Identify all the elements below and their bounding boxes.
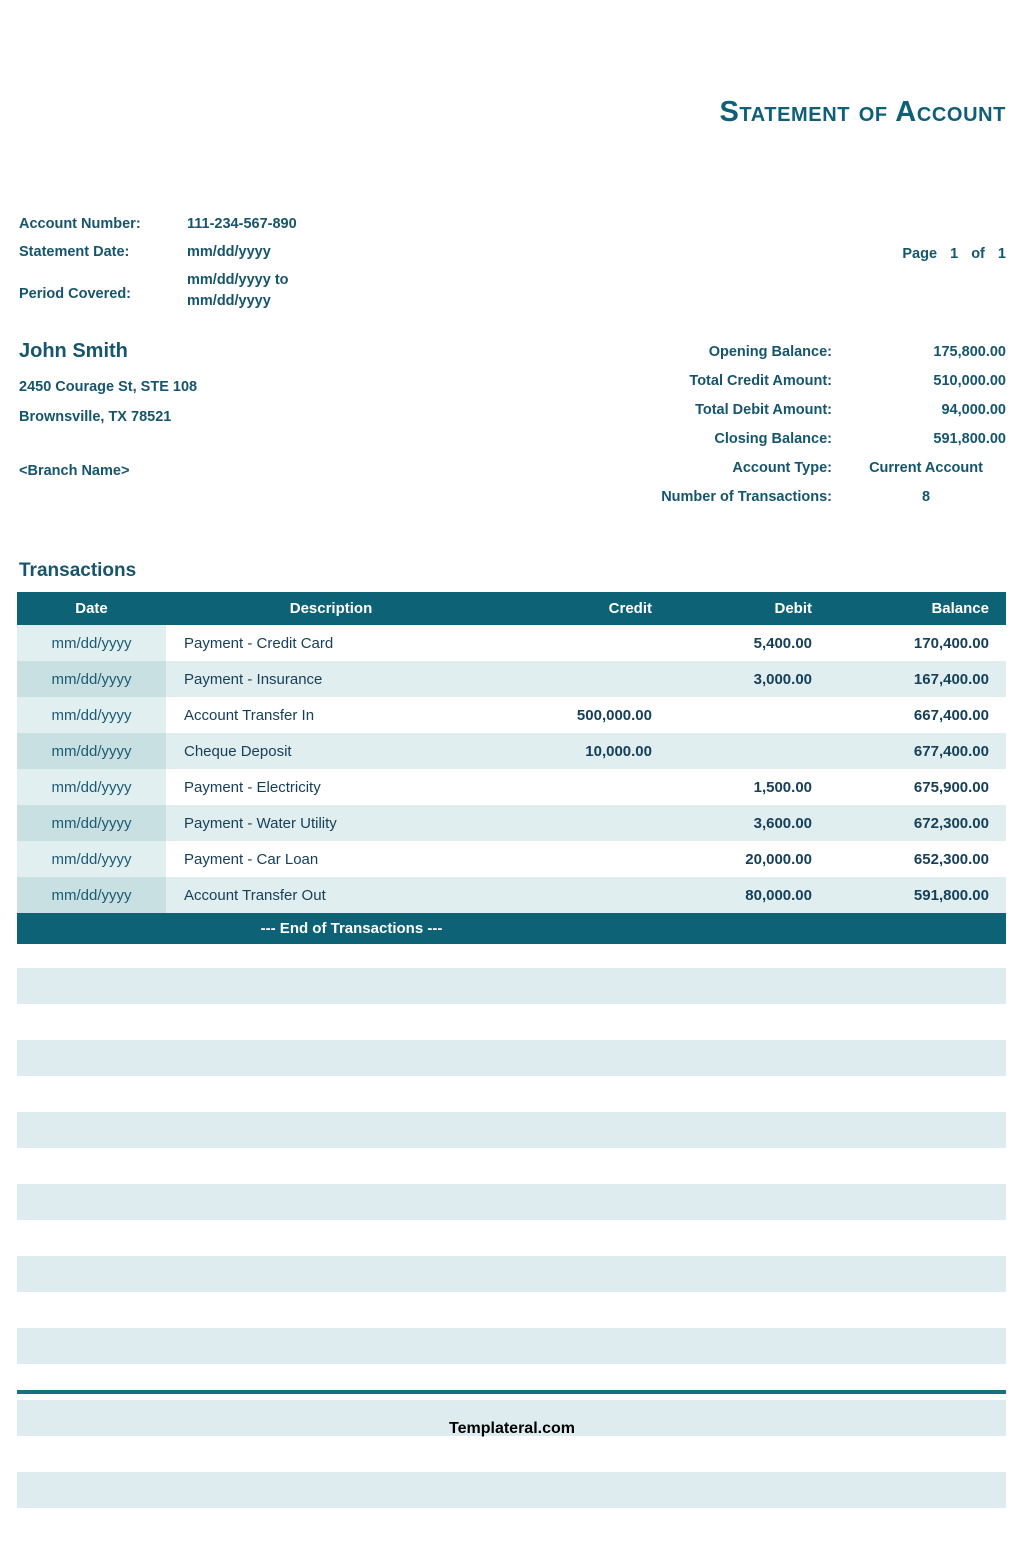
table-row — [17, 877, 1006, 913]
end-of-transactions-row — [17, 913, 1006, 944]
period-covered-value — [187, 270, 289, 312]
empty-row-band — [17, 1256, 1006, 1292]
customer-block — [19, 340, 439, 479]
meta-row-period-covered — [19, 270, 439, 312]
cell-credit: 10,000.00 — [496, 733, 686, 769]
summary-value: 94,000.00 — [941, 402, 1006, 418]
cell-debit — [686, 697, 836, 733]
cell-balance: 675,900.00 — [836, 769, 1006, 805]
cell-credit — [496, 841, 686, 877]
account-meta — [19, 214, 439, 319]
cell-date: mm/dd/yyyy — [17, 769, 166, 805]
cell-credit: 500,000.00 — [496, 697, 686, 733]
cell-description: Payment - Insurance — [166, 661, 496, 697]
transactions-heading: Transactions — [19, 560, 137, 581]
table-row — [17, 697, 1006, 733]
summary-value: 8 — [921, 489, 931, 505]
summary-row — [546, 431, 1006, 447]
summary-label: Total Debit Amount: — [695, 402, 832, 418]
cell-credit — [496, 805, 686, 841]
customer-address-line-1: 2450 Courage St, STE 108 — [19, 379, 198, 395]
transactions-header-row — [17, 592, 1006, 625]
empty-row-band — [17, 968, 1006, 1004]
cell-date: mm/dd/yyyy — [17, 877, 166, 913]
branch-name: <Branch Name> — [19, 463, 130, 479]
summary-value: Current Account — [869, 460, 983, 476]
cell-debit: 3,600.00 — [686, 805, 836, 841]
summary-label: Opening Balance: — [708, 344, 832, 360]
empty-row-band — [17, 1112, 1006, 1148]
footer-divider — [17, 1390, 1006, 1394]
transactions-table-head — [17, 592, 1006, 625]
cell-credit — [496, 877, 686, 913]
cell-date: mm/dd/yyyy — [17, 661, 166, 697]
period-covered-line-1: mm/dd/yyyy to — [187, 272, 289, 289]
statement-date-label: Statement Date: — [19, 244, 130, 261]
cell-description: Payment - Water Utility — [166, 805, 496, 841]
cell-date: mm/dd/yyyy — [17, 625, 166, 661]
cell-date: mm/dd/yyyy — [17, 697, 166, 733]
table-row — [17, 733, 1006, 769]
account-number-value: 111-234-567-890 — [187, 216, 297, 232]
cell-balance: 672,300.00 — [836, 805, 1006, 841]
page-counter-current: 1 — [950, 246, 959, 262]
summary-row — [546, 489, 1006, 505]
cell-balance: 677,400.00 — [836, 733, 1006, 769]
cell-description: Account Transfer In — [166, 697, 496, 733]
empty-row-band — [17, 1040, 1006, 1076]
column-header-date: Date — [17, 592, 166, 625]
cell-description: Payment - Credit Card — [166, 625, 496, 661]
summary-value: 175,800.00 — [933, 344, 1006, 360]
cell-balance: 170,400.00 — [836, 625, 1006, 661]
cell-debit: 80,000.00 — [686, 877, 836, 913]
cell-description: Payment - Car Loan — [166, 841, 496, 877]
account-number-label: Account Number: — [19, 216, 141, 232]
page-title: Statement of Account — [719, 96, 1006, 128]
column-header-debit: Debit — [686, 592, 836, 625]
page-counter — [893, 246, 1006, 262]
summary-row — [546, 460, 1006, 476]
cell-date: mm/dd/yyyy — [17, 805, 166, 841]
cell-debit: 20,000.00 — [686, 841, 836, 877]
transactions-table-body — [17, 625, 1006, 913]
cell-debit: 5,400.00 — [686, 625, 836, 661]
table-row — [17, 661, 1006, 697]
page-counter-of-label: of — [971, 246, 985, 262]
empty-row-band — [17, 1184, 1006, 1220]
table-row — [17, 769, 1006, 805]
column-header-balance: Balance — [836, 592, 1006, 625]
period-covered-line-2: mm/dd/yyyy — [187, 293, 271, 310]
summary-label: Closing Balance: — [714, 431, 832, 447]
customer-address-line-2: Brownsville, TX 78521 — [19, 409, 172, 425]
summary-row — [546, 402, 1006, 418]
empty-row-band — [17, 1328, 1006, 1364]
cell-description: Cheque Deposit — [166, 733, 496, 769]
cell-date: mm/dd/yyyy — [17, 733, 166, 769]
summary-value: 510,000.00 — [933, 373, 1006, 389]
cell-balance: 667,400.00 — [836, 697, 1006, 733]
table-row — [17, 841, 1006, 877]
table-row — [17, 625, 1006, 661]
footer-attribution: Templateral.com — [449, 1420, 575, 1437]
transactions-table-foot — [17, 913, 1006, 944]
cell-description: Account Transfer Out — [166, 877, 496, 913]
cell-description: Payment - Electricity — [166, 769, 496, 805]
summary-value: 591,800.00 — [933, 431, 1006, 447]
customer-name: John Smith — [19, 340, 128, 362]
empty-row-bands — [17, 968, 1006, 1544]
summary-block — [546, 344, 1006, 518]
meta-row-statement-date — [19, 242, 439, 263]
summary-row — [546, 344, 1006, 360]
end-of-transactions-label: --- End of Transactions --- — [17, 913, 686, 944]
end-of-transactions-spacer-1 — [686, 913, 836, 944]
transactions-table — [17, 592, 1006, 944]
cell-debit: 3,000.00 — [686, 661, 836, 697]
cell-balance: 652,300.00 — [836, 841, 1006, 877]
title-row — [0, 98, 1006, 127]
cell-debit — [686, 733, 836, 769]
end-of-transactions-spacer-2 — [836, 913, 1006, 944]
cell-credit — [496, 769, 686, 805]
column-header-description: Description — [166, 592, 496, 625]
summary-row — [546, 373, 1006, 389]
page-counter-label: Page — [902, 246, 938, 262]
cell-debit: 1,500.00 — [686, 769, 836, 805]
meta-row-account-number — [19, 214, 439, 235]
cell-credit — [496, 625, 686, 661]
cell-balance: 167,400.00 — [836, 661, 1006, 697]
column-header-credit: Credit — [496, 592, 686, 625]
summary-label: Account Type: — [732, 460, 832, 476]
cell-date: mm/dd/yyyy — [17, 841, 166, 877]
cell-balance: 591,800.00 — [836, 877, 1006, 913]
period-covered-label: Period Covered: — [19, 286, 131, 303]
summary-label: Number of Transactions: — [661, 489, 832, 505]
summary-label: Total Credit Amount: — [689, 373, 832, 389]
empty-row-band — [17, 1472, 1006, 1508]
page-counter-total: 1 — [997, 246, 1006, 262]
table-row — [17, 805, 1006, 841]
cell-credit — [496, 661, 686, 697]
statement-date-value: mm/dd/yyyy — [187, 244, 271, 261]
